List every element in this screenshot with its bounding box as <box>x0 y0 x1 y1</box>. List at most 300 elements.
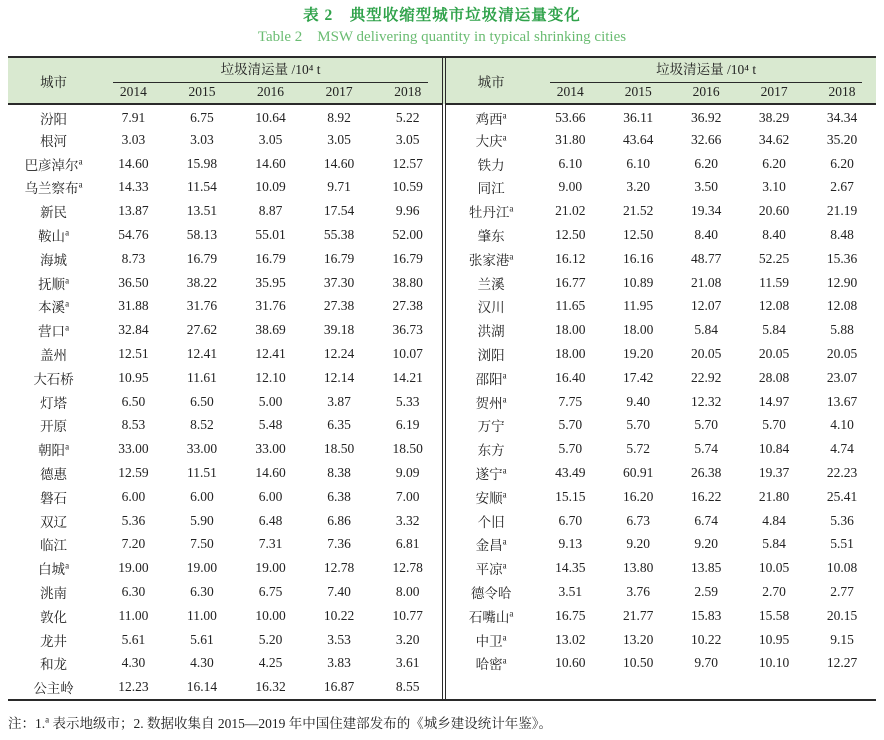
note-prefix: 注：1. <box>8 716 46 732</box>
value-cell: 33.00 <box>255 441 286 457</box>
value-cell: 16.79 <box>323 250 355 266</box>
value-cell: 2.59 <box>694 584 718 600</box>
table-title-zh: 表 2 典型收缩型城市垃圾清运量变化 <box>303 7 581 24</box>
value-cell: 32.84 <box>118 322 149 338</box>
table-row <box>8 366 442 390</box>
value-cell: 15.58 <box>758 607 790 623</box>
value-cell: 16.79 <box>255 250 286 266</box>
table-row <box>8 152 442 176</box>
value-cell: 14.33 <box>118 179 149 195</box>
value-cell: 19.00 <box>255 560 286 576</box>
value-cell: 53.66 <box>555 110 586 125</box>
value-cell: 5.61 <box>190 631 214 647</box>
city-cell: 根河 <box>40 133 68 149</box>
value-cell: 6.70 <box>558 512 583 528</box>
table-row <box>8 223 442 247</box>
value-cell: 26.38 <box>690 465 722 481</box>
value-cell: 18.50 <box>392 441 423 457</box>
city-cell: 石嘴山$^a$ <box>468 608 514 625</box>
table-row <box>446 390 876 414</box>
city-cell: 乌兰察布$^a$ <box>24 179 83 197</box>
value-cell: 10.64 <box>255 110 286 125</box>
value-cell: 4.74 <box>830 441 854 457</box>
value-cell: 5.00 <box>258 393 283 409</box>
city-cell: 洪湖 <box>477 324 505 340</box>
value-cell: 12.14 <box>323 369 355 385</box>
value-cell: 10.77 <box>392 607 423 623</box>
table-row <box>8 414 442 438</box>
table-row <box>8 318 442 342</box>
value-cell: 5.70 <box>762 417 786 433</box>
value-cell: 6.50 <box>121 393 146 409</box>
value-cell: 4.84 <box>762 512 786 528</box>
left-table <box>8 58 442 699</box>
table-title-en: Table 2 MSW delivering quantity in typical shrinking cities <box>257 29 627 45</box>
value-cell: 15.83 <box>690 607 722 623</box>
table-row <box>8 271 442 295</box>
value-cell: 14.97 <box>758 393 790 409</box>
value-cell: 37.30 <box>323 274 355 290</box>
year-header-2018: 2018 <box>808 83 876 104</box>
city-cell: 龙井 <box>40 633 68 649</box>
table-row <box>446 652 876 676</box>
prefecture-superscript: a <box>502 536 507 547</box>
value-cell: 13.87 <box>118 203 149 219</box>
table-note <box>8 712 876 732</box>
value-cell: 6.50 <box>190 393 214 409</box>
city-cell: 朝阳$^a$ <box>38 441 70 459</box>
city-cell: 大庆$^a$ <box>475 132 507 149</box>
value-cell: 38.29 <box>758 110 790 125</box>
value-cell: 18.00 <box>555 346 586 362</box>
value-cell: 9.15 <box>830 631 854 647</box>
value-cell: 3.87 <box>327 393 351 409</box>
value-cell: 3.20 <box>395 631 420 647</box>
value-cell: 32.66 <box>690 131 722 147</box>
table-row <box>8 461 442 485</box>
value-cell: 13.20 <box>623 631 654 647</box>
value-cell: 21.19 <box>826 203 858 219</box>
value-cell: 12.59 <box>118 465 149 481</box>
table-row <box>446 199 876 223</box>
value-cell: 12.41 <box>255 346 286 362</box>
year-header-2015: 2015 <box>168 83 237 104</box>
table-row <box>8 604 442 628</box>
table-row <box>446 295 876 319</box>
value-cell: 6.38 <box>327 488 351 504</box>
table-row <box>446 176 876 200</box>
value-cell: 8.40 <box>762 227 786 243</box>
value-cell: 16.79 <box>186 250 218 266</box>
year-header-2014: 2014 <box>99 83 168 104</box>
city-column-header: 城市 <box>8 58 99 104</box>
value-cell: 10.50 <box>623 655 654 671</box>
year-header-2018: 2018 <box>373 83 442 104</box>
value-cell: 16.77 <box>555 274 586 290</box>
value-cell: 21.52 <box>623 203 654 219</box>
year-header-2016: 2016 <box>672 83 740 104</box>
city-cell: 哈密$^a$ <box>475 655 507 673</box>
value-cell: 5.88 <box>830 322 854 338</box>
value-cell: 3.51 <box>558 584 583 600</box>
table-row <box>446 628 876 652</box>
table-row <box>446 366 876 390</box>
value-cell: 16.32 <box>255 679 286 695</box>
value-cell: 12.78 <box>323 560 355 576</box>
year-header-2015: 2015 <box>604 83 672 104</box>
value-cell: 19.37 <box>758 465 790 481</box>
year-header-2017: 2017 <box>740 83 808 104</box>
value-cell: 7.50 <box>190 536 214 552</box>
value-cell: 16.87 <box>323 679 355 695</box>
value-cell: 5.20 <box>258 631 283 647</box>
city-cell: 大石桥 <box>33 371 74 387</box>
value-cell: 11.54 <box>187 179 217 195</box>
value-cell: 7.31 <box>258 536 283 552</box>
value-cell: 7.91 <box>121 110 146 125</box>
right-table-header <box>446 58 876 104</box>
value-cell: 3.05 <box>395 131 420 147</box>
value-cell: 7.00 <box>395 488 420 504</box>
value-cell: 6.19 <box>395 417 420 433</box>
value-cell: 3.10 <box>762 179 786 195</box>
value-cell: 36.73 <box>392 322 423 338</box>
value-cell: 11.51 <box>187 465 217 481</box>
value-cell: 2.67 <box>830 179 854 195</box>
value-cell: 35.95 <box>255 274 286 290</box>
year-header-2017: 2017 <box>305 83 374 104</box>
prefecture-superscript: a <box>78 179 83 190</box>
value-cell: 16.22 <box>690 488 722 504</box>
value-cell: 11.00 <box>118 607 149 623</box>
value-cell: 6.30 <box>190 584 214 600</box>
value-cell: 9.20 <box>626 536 651 552</box>
value-cell: 21.80 <box>758 488 790 504</box>
value-cell: 14.60 <box>255 465 286 481</box>
city-cell: 牡丹江$^a$ <box>468 203 514 221</box>
prefecture-superscript: a <box>502 370 507 381</box>
value-cell: 5.70 <box>558 441 583 457</box>
city-cell: 铁力 <box>477 157 505 173</box>
value-cell: 3.03 <box>190 131 214 147</box>
value-cell: 5.61 <box>121 631 146 647</box>
city-cell: 鞍山$^a$ <box>38 227 70 245</box>
value-cell: 38.80 <box>392 274 423 290</box>
value-cell: 6.73 <box>626 512 651 528</box>
value-cell: 8.40 <box>694 227 718 243</box>
city-cell: 磐石 <box>40 490 68 506</box>
city-cell: 浏阳 <box>477 348 505 364</box>
value-cell: 2.70 <box>762 584 786 600</box>
value-cell: 34.62 <box>758 131 790 147</box>
table-row <box>446 247 876 271</box>
value-cell: 10.84 <box>758 441 790 457</box>
value-cell: 14.21 <box>392 369 423 385</box>
prefecture-superscript: a <box>65 560 70 571</box>
right-table-half <box>442 58 876 699</box>
value-cell: 12.78 <box>392 560 423 576</box>
value-cell: 9.09 <box>395 465 420 481</box>
note-superscript-a: a <box>45 714 50 725</box>
value-cell: 5.84 <box>762 536 786 552</box>
value-cell: 11.00 <box>187 607 217 623</box>
value-cell: 4.30 <box>121 655 146 671</box>
value-cell: 31.80 <box>555 131 586 147</box>
value-cell: 12.10 <box>255 369 286 385</box>
prefecture-superscript: a <box>502 465 507 476</box>
value-cell: 13.51 <box>186 203 218 219</box>
value-cell: 12.23 <box>118 679 149 695</box>
value-cell: 12.41 <box>186 346 218 362</box>
value-cell: 27.62 <box>186 322 218 338</box>
value-cell: 7.36 <box>327 536 351 552</box>
value-cell: 12.51 <box>118 346 149 362</box>
value-cell: 7.75 <box>558 393 583 409</box>
prefecture-superscript: a <box>65 441 70 452</box>
city-cell: 新民 <box>40 205 68 221</box>
value-cell: 9.20 <box>694 536 718 552</box>
quantity-header: 垃圾清运量 /10⁴ t <box>113 58 428 83</box>
prefecture-superscript: a <box>502 489 507 500</box>
value-cell: 13.80 <box>623 560 654 576</box>
value-cell: 5.70 <box>558 417 583 433</box>
city-cell: 盖州 <box>40 348 68 364</box>
value-cell: 8.55 <box>395 679 420 695</box>
value-cell: 5.70 <box>626 417 651 433</box>
table-row <box>446 223 876 247</box>
prefecture-superscript: a <box>509 608 514 619</box>
value-cell: 6.81 <box>395 536 420 552</box>
table-row <box>446 414 876 438</box>
value-cell: 14.60 <box>255 155 286 171</box>
prefecture-superscript: a <box>502 110 507 121</box>
value-cell: 6.74 <box>694 512 718 528</box>
value-cell: 4.10 <box>830 417 854 433</box>
table-row <box>8 295 442 319</box>
value-cell: 12.50 <box>623 227 654 243</box>
value-cell: 12.32 <box>690 393 722 409</box>
value-cell: 20.05 <box>826 346 858 362</box>
value-cell: 19.00 <box>118 560 149 576</box>
prefecture-superscript: a <box>65 275 70 286</box>
city-cell: 敦化 <box>40 609 68 625</box>
value-cell: 6.20 <box>762 155 786 171</box>
value-cell: 6.00 <box>258 488 283 504</box>
city-cell: 安顺$^a$ <box>475 489 507 506</box>
value-cell: 8.87 <box>258 203 283 219</box>
value-cell: 12.27 <box>826 655 858 671</box>
value-cell: 16.12 <box>555 250 586 266</box>
value-cell: 8.00 <box>395 584 420 600</box>
value-cell: 25.41 <box>826 488 858 504</box>
city-cell: 遂宁$^a$ <box>475 465 507 483</box>
table-row <box>446 604 876 628</box>
table-row <box>446 556 876 580</box>
value-cell: 5.33 <box>395 393 420 409</box>
value-cell: 58.13 <box>186 227 218 243</box>
value-cell: 12.50 <box>555 227 586 243</box>
value-cell: 39.18 <box>323 322 355 338</box>
city-cell: 邵阳$^a$ <box>475 370 507 387</box>
value-cell: 33.00 <box>186 441 218 457</box>
value-cell: 6.35 <box>327 417 351 433</box>
value-cell: 6.10 <box>626 155 651 171</box>
left-table-half <box>8 58 442 699</box>
value-cell: 18.00 <box>623 322 654 338</box>
value-cell: 12.90 <box>826 274 858 290</box>
city-cell: 汉川 <box>477 300 505 316</box>
year-header-2016: 2016 <box>236 83 305 104</box>
right-table <box>446 58 876 675</box>
value-cell: 8.92 <box>327 110 351 125</box>
right-table-body <box>446 104 876 675</box>
value-cell: 10.08 <box>826 560 858 576</box>
table-row <box>8 128 442 152</box>
value-cell: 9.00 <box>558 179 583 195</box>
value-cell: 5.48 <box>258 417 283 433</box>
table-row <box>8 437 442 461</box>
value-cell: 3.20 <box>626 179 651 195</box>
value-cell: 12.08 <box>826 298 858 314</box>
value-cell: 6.00 <box>190 488 214 504</box>
table-row <box>446 437 876 461</box>
value-cell: 6.10 <box>558 155 583 171</box>
value-cell: 20.05 <box>758 346 790 362</box>
value-cell: 3.32 <box>395 512 420 528</box>
value-cell: 52.25 <box>758 250 790 266</box>
table-row <box>446 318 876 342</box>
value-cell: 9.96 <box>395 203 420 219</box>
value-cell: 5.84 <box>762 322 786 338</box>
value-cell: 6.86 <box>327 512 351 528</box>
city-cell: 海城 <box>40 252 68 268</box>
msw-table <box>8 56 876 701</box>
value-cell: 9.40 <box>626 393 651 409</box>
prefecture-superscript: a <box>65 322 70 333</box>
city-cell: 灯塔 <box>40 395 68 411</box>
table-row <box>8 104 442 128</box>
value-cell: 31.76 <box>255 298 286 314</box>
table-row <box>446 580 876 604</box>
value-cell: 16.40 <box>555 369 586 385</box>
city-cell: 营口$^a$ <box>38 322 70 340</box>
table-row <box>8 580 442 604</box>
prefecture-superscript: a <box>78 156 83 167</box>
value-cell: 3.03 <box>121 131 146 147</box>
value-cell: 12.08 <box>758 298 790 314</box>
table-row <box>446 152 876 176</box>
table-row <box>446 342 876 366</box>
value-cell: 16.14 <box>186 679 218 695</box>
prefecture-superscript: a <box>509 203 514 214</box>
value-cell: 6.75 <box>258 584 283 600</box>
prefecture-superscript: a <box>502 632 507 643</box>
table-row <box>446 128 876 152</box>
table-row <box>8 247 442 271</box>
value-cell: 5.22 <box>395 110 420 125</box>
value-cell: 3.61 <box>395 655 420 671</box>
value-cell: 18.00 <box>555 322 586 338</box>
value-cell: 17.42 <box>623 369 654 385</box>
value-cell: 11.95 <box>623 298 654 314</box>
value-cell: 31.88 <box>118 298 149 314</box>
value-cell: 12.07 <box>690 298 722 314</box>
value-cell: 9.13 <box>558 536 583 552</box>
value-cell: 7.40 <box>327 584 351 600</box>
city-cell: 金昌$^a$ <box>475 536 507 554</box>
table-row <box>8 509 442 533</box>
value-cell: 8.38 <box>327 465 351 481</box>
table-row <box>8 652 442 676</box>
city-cell: 和龙 <box>40 657 68 673</box>
value-cell: 23.07 <box>826 369 858 385</box>
prefecture-superscript: a <box>502 560 507 571</box>
value-cell: 10.22 <box>323 607 355 623</box>
prefecture-superscript: a <box>502 655 507 666</box>
value-cell: 2.77 <box>830 584 854 600</box>
value-cell: 55.01 <box>255 227 286 243</box>
value-cell: 5.74 <box>694 441 718 457</box>
value-cell: 21.77 <box>623 607 654 623</box>
value-cell: 13.67 <box>826 393 858 409</box>
table-row <box>8 628 442 652</box>
value-cell: 6.48 <box>258 512 283 528</box>
value-cell: 3.53 <box>327 631 351 647</box>
value-cell: 6.00 <box>121 488 146 504</box>
prefecture-superscript: a <box>65 298 70 309</box>
value-cell: 8.52 <box>190 417 214 433</box>
city-column-header: 城市 <box>446 58 536 104</box>
value-cell: 7.20 <box>121 536 146 552</box>
value-cell: 3.50 <box>694 179 718 195</box>
value-cell: 20.60 <box>758 203 790 219</box>
value-cell: 16.20 <box>623 488 654 504</box>
prefecture-superscript: a <box>65 227 70 238</box>
value-cell: 10.59 <box>392 179 423 195</box>
value-cell: 10.89 <box>623 274 654 290</box>
city-cell: 东方 <box>477 443 505 459</box>
prefecture-superscript: a <box>502 394 507 405</box>
value-cell: 10.00 <box>255 607 286 623</box>
city-cell: 本溪$^a$ <box>38 298 70 316</box>
value-cell: 13.02 <box>555 631 586 647</box>
value-cell: 6.75 <box>190 110 214 125</box>
value-cell: 5.84 <box>694 322 718 338</box>
value-cell: 6.30 <box>121 584 146 600</box>
value-cell: 22.23 <box>826 465 858 481</box>
value-cell: 48.77 <box>690 250 722 266</box>
value-cell: 33.00 <box>118 441 149 457</box>
value-cell: 34.34 <box>826 110 858 125</box>
value-cell: 55.38 <box>323 227 355 243</box>
city-cell: 同江 <box>477 181 505 197</box>
value-cell: 14.60 <box>118 155 149 171</box>
table-row <box>8 342 442 366</box>
city-cell: 个旧 <box>477 514 505 530</box>
city-cell: 鸡西$^a$ <box>475 110 507 127</box>
value-cell: 36.92 <box>690 110 722 125</box>
value-cell: 31.76 <box>186 298 218 314</box>
table-row <box>8 199 442 223</box>
value-cell: 43.49 <box>555 465 586 481</box>
value-cell: 10.22 <box>690 631 722 647</box>
value-cell: 36.11 <box>623 110 654 125</box>
left-table-body <box>8 104 442 699</box>
value-cell: 8.48 <box>830 227 854 243</box>
value-cell: 52.00 <box>392 227 423 243</box>
value-cell: 10.10 <box>758 655 790 671</box>
city-cell: 开原 <box>40 419 68 435</box>
